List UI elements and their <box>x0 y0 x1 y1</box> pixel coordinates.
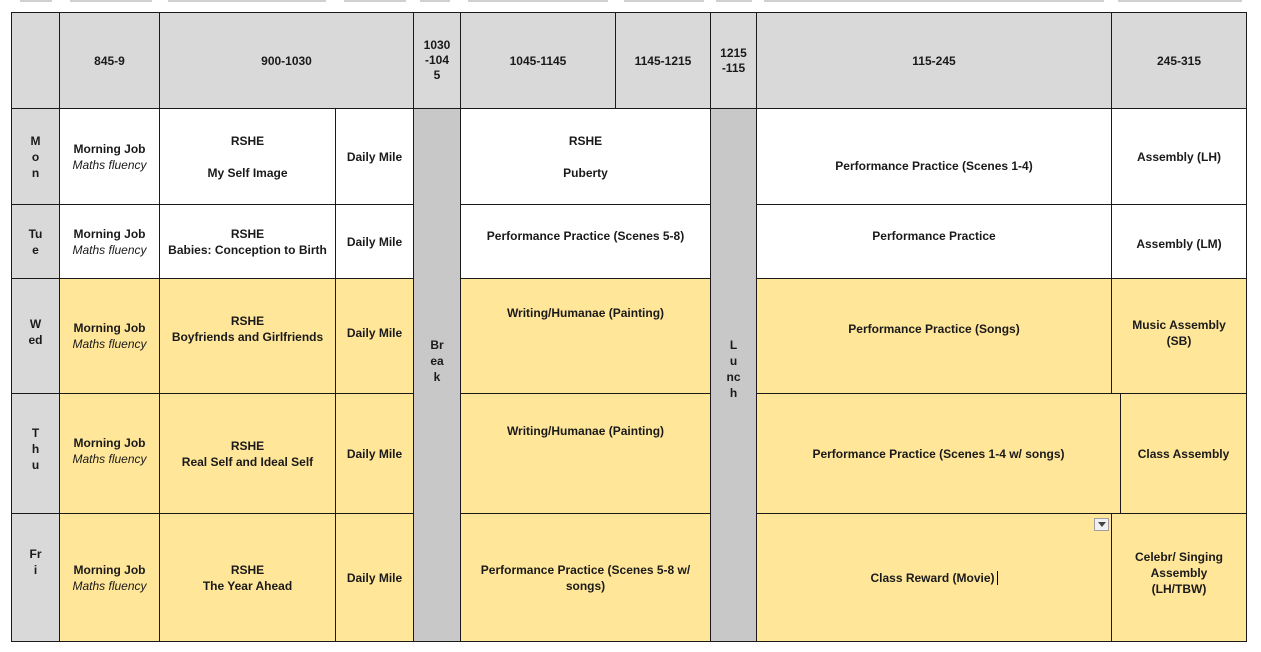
thursday-rshe-title: RSHE <box>230 438 265 453</box>
tuesday-end <box>1111 204 1247 279</box>
friday-maths-fluency: Maths fluency <box>72 578 147 593</box>
monday-daily-mile-text: Daily Mile <box>346 149 403 164</box>
lunch-column <box>710 108 757 642</box>
day-label-friday <box>11 513 60 642</box>
thursday-morning-job-title: Morning Job <box>73 435 146 450</box>
chevron-down-icon[interactable] <box>1098 522 1106 527</box>
wednesday-end <box>1111 278 1247 394</box>
tuesday-rshe <box>159 204 336 279</box>
wednesday-daily-mile <box>335 278 414 394</box>
tuesday-afternoon-text: Performance Practice <box>872 229 996 243</box>
monday-morning-job <box>59 108 160 205</box>
header-time-6-label: 1215-115 <box>720 45 747 75</box>
header-time-7-label: 115-245 <box>912 53 956 68</box>
thursday-midmorning <box>460 393 711 514</box>
friday-midmorning <box>460 513 711 642</box>
break-column <box>413 108 461 642</box>
friday-rshe-title: RSHE <box>230 562 265 577</box>
dropdown-toggle[interactable] <box>1094 518 1109 531</box>
wednesday-morning-job-title: Morning Job <box>73 321 146 335</box>
thursday-rshe <box>159 393 336 514</box>
friday-afternoon[interactable] <box>756 513 1112 642</box>
header-time-3 <box>413 12 461 109</box>
monday-mid-topic: Puberty <box>563 165 608 180</box>
header-time-3-label: 1030-1045 <box>423 38 451 82</box>
friday-daily-mile-text: Daily Mile <box>346 570 403 585</box>
tuesday-maths-fluency: Maths fluency <box>72 242 147 257</box>
text-cursor <box>997 571 998 585</box>
monday-rshe-topic: My Self Image <box>207 165 288 180</box>
thursday-mid-text: Writing/Humanae (Painting) <box>506 424 665 438</box>
friday-rshe <box>159 513 336 642</box>
thursday-maths-fluency: Maths fluency <box>72 451 147 466</box>
monday-rshe <box>159 108 336 205</box>
thursday-morning-job <box>59 393 160 514</box>
monday-afternoon <box>756 108 1112 205</box>
thursday-afternoon-text: Performance Practice (Scenes 1-4 w/ songs) <box>812 446 1065 461</box>
header-time-1-label: 845-9 <box>94 53 125 68</box>
day-label-tuesday <box>11 204 60 279</box>
friday-afternoon-value[interactable]: Class Reward (Movie) <box>870 570 995 585</box>
tuesday-end-text: Assembly (LM) <box>1136 236 1222 251</box>
tuesday-rshe-topic: Babies: Conception to Birth <box>168 242 327 257</box>
wednesday-midmorning <box>460 278 711 394</box>
monday-rshe-title: RSHE <box>230 133 265 148</box>
header-time-7 <box>756 12 1112 109</box>
monday-end-text: Assembly (LH) <box>1136 149 1222 164</box>
header-time-1 <box>59 12 160 109</box>
tuesday-morning-job <box>59 204 160 279</box>
wednesday-rshe-title: RSHE <box>230 314 265 328</box>
top-strip <box>0 0 1261 3</box>
thursday-end-text: Class Assembly <box>1137 446 1230 461</box>
friday-morning-job-title: Morning Job <box>73 562 146 577</box>
day-thursday-text: Thu <box>31 425 40 472</box>
header-time-2 <box>159 12 414 109</box>
header-time-4-label: 1045-1145 <box>509 53 567 68</box>
tuesday-midmorning <box>460 204 711 279</box>
thursday-end <box>1120 393 1247 514</box>
friday-end-text: Celebr/ Singing Assembly (LH/TBW) <box>1134 549 1223 596</box>
monday-maths-fluency: Maths fluency <box>72 157 147 172</box>
wednesday-rshe <box>159 278 336 394</box>
thursday-rshe-topic: Real Self and Ideal Self <box>181 454 314 469</box>
day-monday-text: Mon <box>30 133 41 180</box>
tuesday-daily-mile <box>335 204 414 279</box>
header-time-4 <box>460 12 616 109</box>
day-friday-text: Fri <box>29 546 42 577</box>
friday-end <box>1111 513 1247 642</box>
wednesday-daily-mile-text: Daily Mile <box>346 326 403 340</box>
header-time-2-label: 900-1030 <box>261 53 312 68</box>
friday-daily-mile <box>335 513 414 642</box>
header-time-6 <box>710 12 757 109</box>
day-label-thursday <box>11 393 60 514</box>
wednesday-mid-text: Writing/Humanae (Painting) <box>506 306 665 320</box>
header-time-5-label: 1145-1215 <box>634 53 692 68</box>
monday-mid-title: RSHE <box>568 133 603 148</box>
day-tuesday-text: Tue <box>28 226 43 257</box>
tuesday-afternoon <box>756 204 1112 279</box>
wednesday-afternoon <box>756 278 1112 394</box>
friday-rshe-topic: The Year Ahead <box>202 578 293 593</box>
tuesday-morning-job-title: Morning Job <box>73 226 146 241</box>
wednesday-end-text: Music Assembly (SB) <box>1132 318 1226 348</box>
monday-midmorning <box>460 108 711 205</box>
header-time-8 <box>1111 12 1247 109</box>
thursday-afternoon <box>756 393 1121 514</box>
friday-afternoon-text[interactable] <box>870 570 997 586</box>
header-time-8-label: 245-315 <box>1156 53 1202 68</box>
day-label-monday <box>11 108 60 205</box>
tuesday-rshe-title: RSHE <box>230 226 265 241</box>
friday-mid-text: Performance Practice (Scenes 5-8 w/ songs) <box>480 562 691 593</box>
wednesday-morning-job <box>59 278 160 394</box>
monday-end <box>1111 108 1247 205</box>
thursday-daily-mile-text: Daily Mile <box>346 446 403 461</box>
monday-afternoon-text: Performance Practice (Scenes 1-4) <box>835 158 1033 173</box>
thursday-daily-mile <box>335 393 414 514</box>
wednesday-rshe-topic: Boyfriends and Girlfriends <box>171 330 324 344</box>
lunch-label: Lunch <box>726 338 741 400</box>
monday-morning-job-title: Morning Job <box>73 141 146 156</box>
tuesday-daily-mile-text: Daily Mile <box>346 234 403 249</box>
header-corner <box>11 12 60 109</box>
wednesday-maths-fluency: Maths fluency <box>72 337 147 351</box>
monday-daily-mile <box>335 108 414 205</box>
header-time-5 <box>615 12 711 109</box>
day-label-wednesday <box>11 278 60 394</box>
tuesday-mid-text: Performance Practice (Scenes 5-8) <box>486 229 685 243</box>
wednesday-afternoon-text: Performance Practice (Songs) <box>848 322 1020 336</box>
friday-morning-job <box>59 513 160 642</box>
break-label: Break <box>430 338 444 384</box>
day-wednesday-text: Wed <box>28 317 43 347</box>
